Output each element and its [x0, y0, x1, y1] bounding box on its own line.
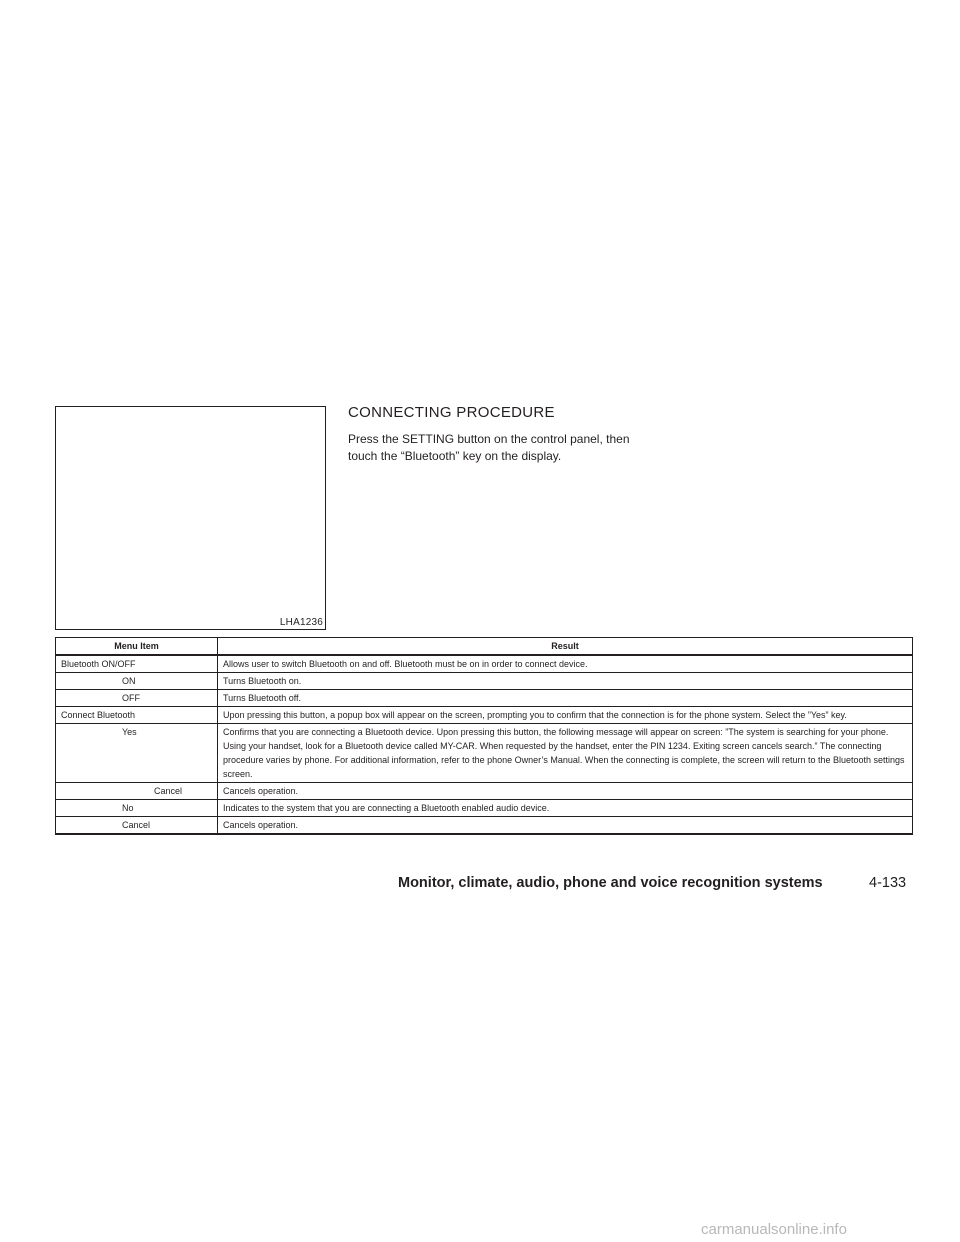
menu-item-cell: Bluetooth ON/OFF	[56, 655, 218, 673]
table-row	[56, 783, 913, 800]
menu-item-cell: ON	[56, 673, 218, 690]
header-menu-item: Menu Item	[56, 638, 218, 656]
menu-item-cell: Yes	[56, 724, 218, 783]
menu-item-cell: No	[56, 800, 218, 817]
section-heading: CONNECTING PROCEDURE	[348, 404, 555, 421]
result-cell: Allows user to switch Bluetooth on and off. Bluetooth must be on in order to connect device.	[218, 655, 913, 673]
result-cell: Turns Bluetooth on.	[218, 673, 913, 690]
result-cell: Confirms that you are connecting a Bluetooth device. Upon pressing this button, the following message will appear on screen: ”The system is searching for your phone. Using your handset, look for a Bluetooth device called MY-CAR. When requested by the handset, enter the PIN 1234. Exiting screen cancels search.” The connecting procedure varies by phone. For additional information, refer to the phone Owner’s Manual. When the connecting is complete, the screen will return to the Bluetooth settings screen.	[218, 724, 913, 783]
table-row	[56, 707, 913, 724]
result-cell: Upon pressing this button, a popup box will appear on the screen, prompting you to confirm that the connection is for the phone system. Select the ”Yes” key.	[218, 707, 913, 724]
result-cell: Cancels operation.	[218, 783, 913, 800]
watermark: carmanualsonline.info	[701, 1221, 847, 1238]
table-row	[56, 655, 913, 673]
menu-item-cell: Cancel	[56, 783, 218, 800]
figure-code: LHA1236	[279, 617, 323, 628]
menu-result-table	[55, 637, 913, 835]
page-number: 4-133	[869, 875, 907, 891]
header-result: Result	[218, 638, 913, 656]
table-row	[56, 817, 913, 835]
table-row	[56, 673, 913, 690]
footer-section-title: Monitor, climate, audio, phone and voice recognition systems	[398, 875, 823, 891]
menu-item-cell: Connect Bluetooth	[56, 707, 218, 724]
result-cell: Turns Bluetooth off.	[218, 690, 913, 707]
table-row	[56, 724, 913, 783]
illustration-frame	[55, 406, 326, 630]
menu-item-cell: OFF	[56, 690, 218, 707]
result-cell: Cancels operation.	[218, 817, 913, 835]
menu-item-cell: Cancel	[56, 817, 218, 835]
table-row	[56, 800, 913, 817]
table-row	[56, 690, 913, 707]
result-cell: Indicates to the system that you are connecting a Bluetooth enabled audio device.	[218, 800, 913, 817]
section-body: Press the SETTING button on the control panel, then touch the “Bluetooth” key on the display.	[348, 432, 630, 463]
